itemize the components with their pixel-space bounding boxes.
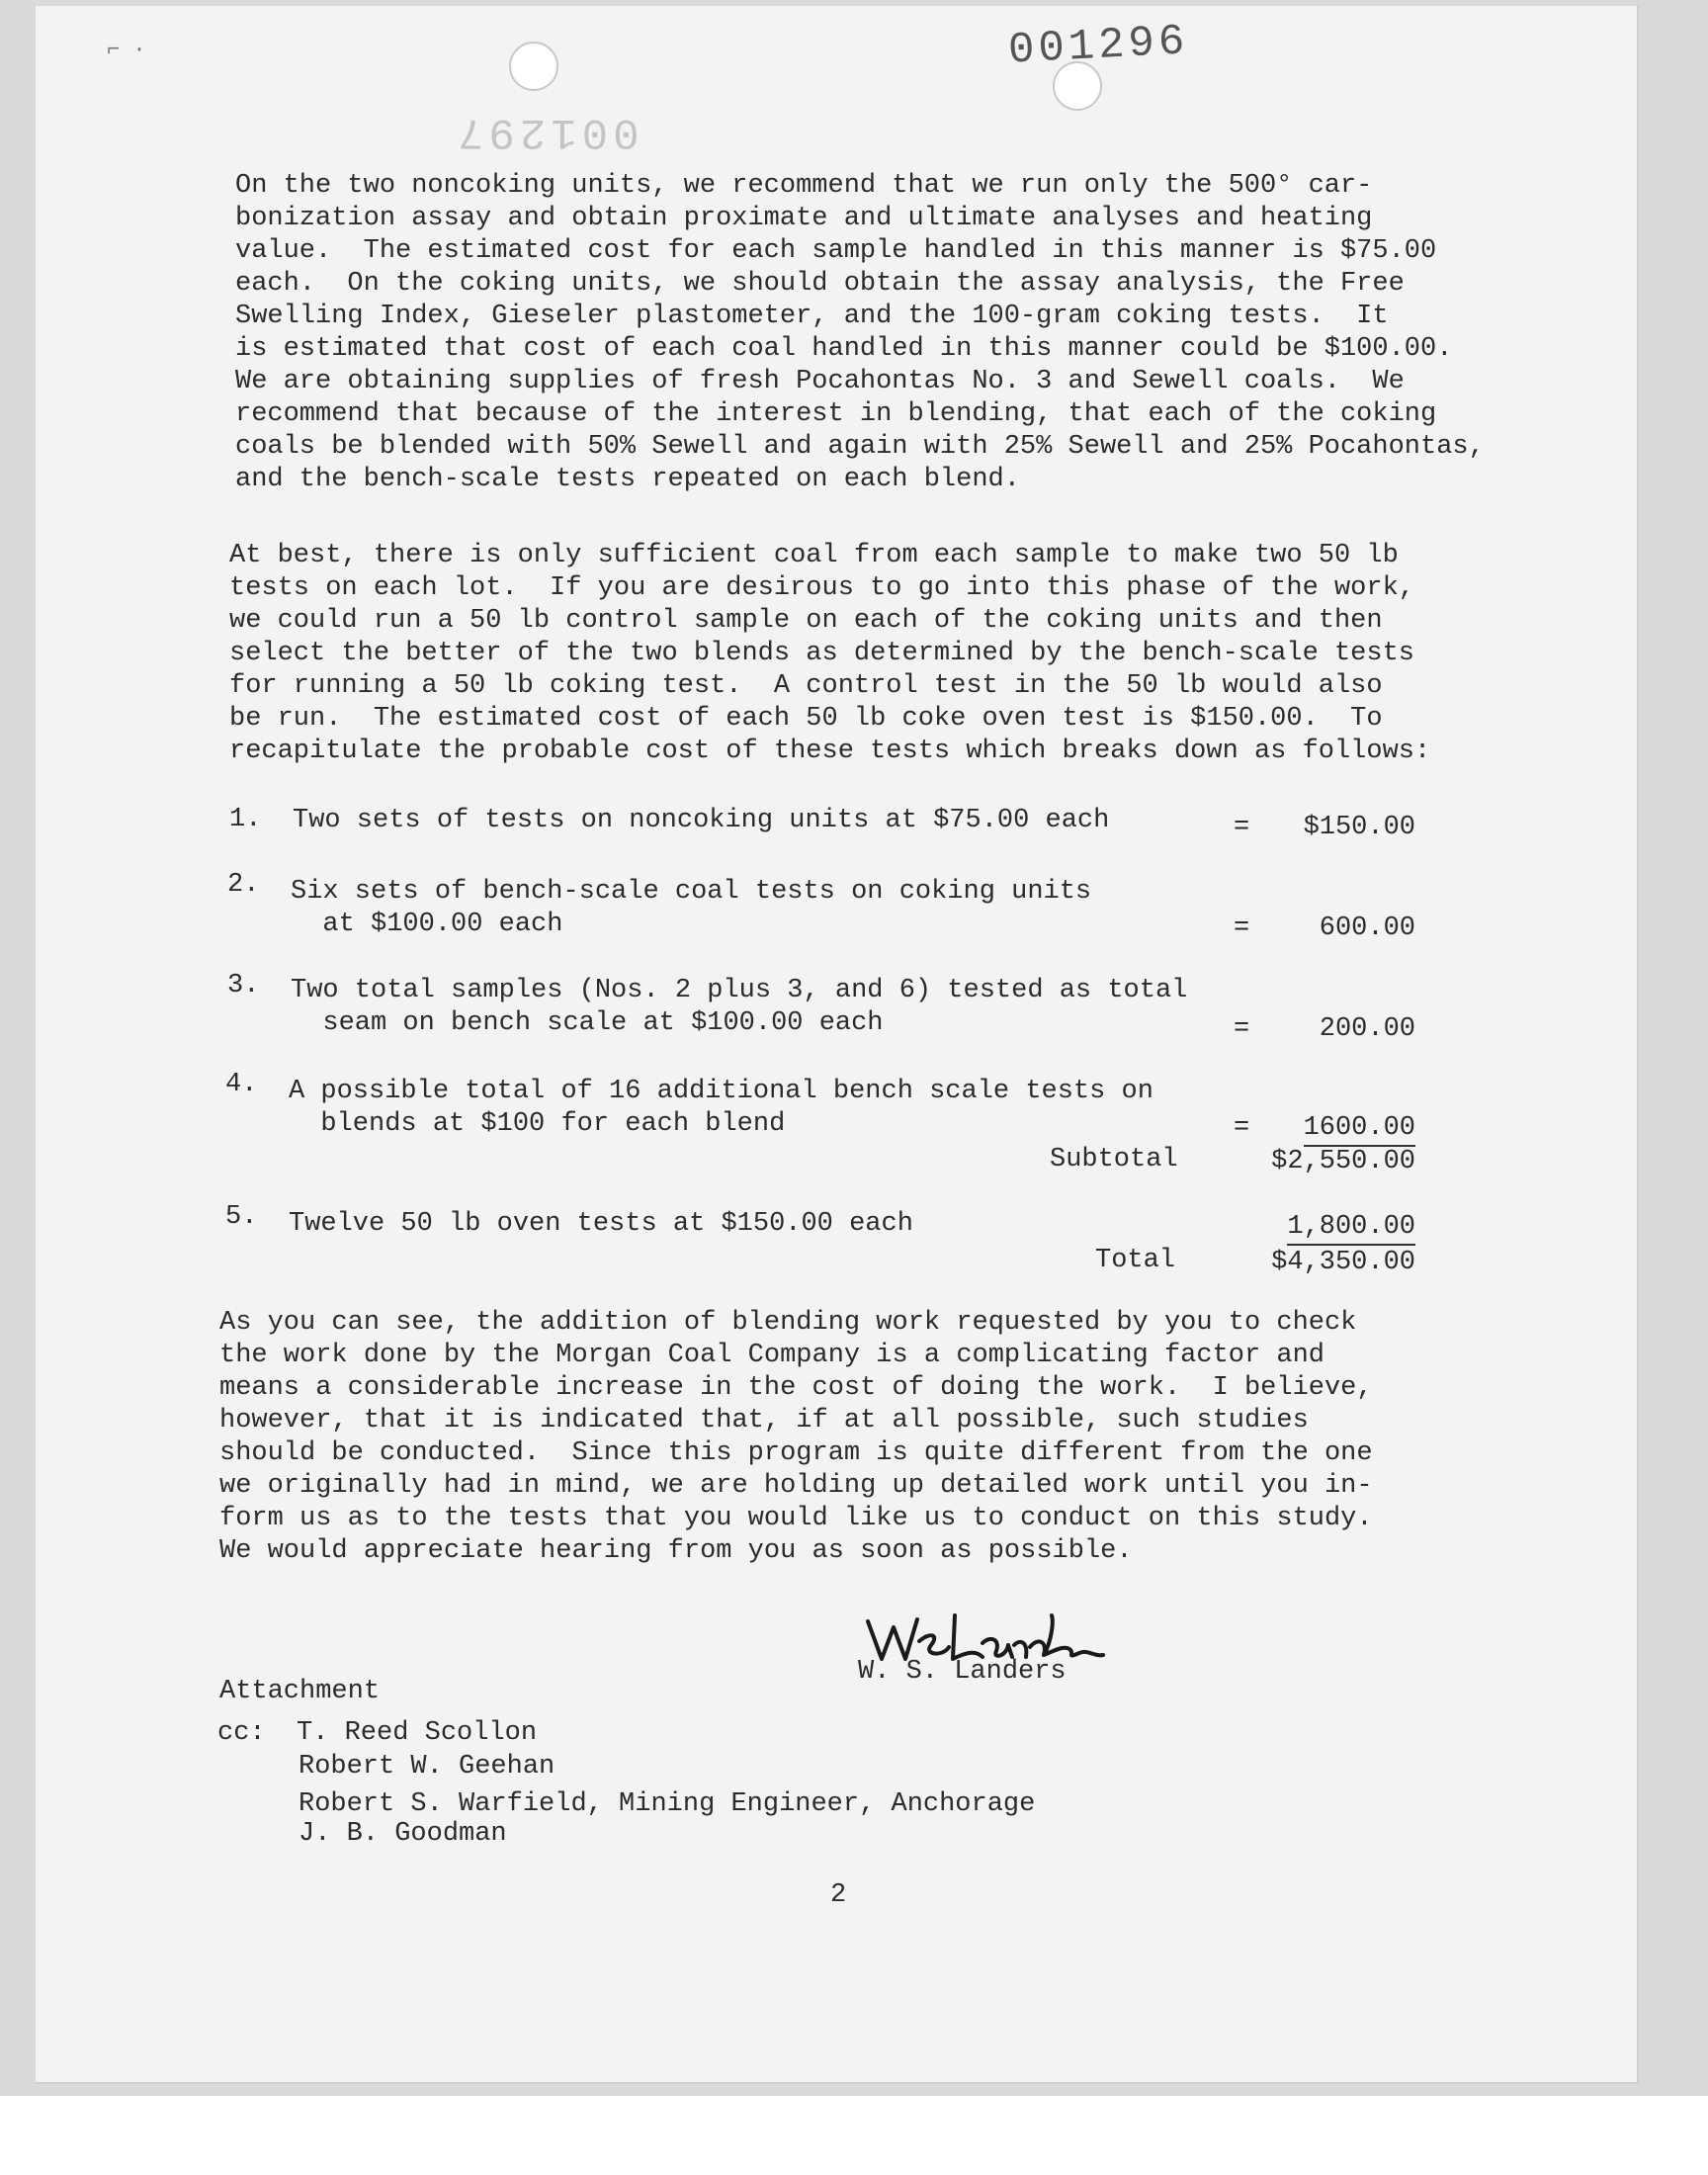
- item-number: 3.: [227, 971, 260, 1000]
- cc-recipient: J. B. Goodman: [299, 1819, 507, 1849]
- equals-sign: =: [1234, 1113, 1250, 1143]
- cc-recipient: T. Reed Scollon: [297, 1718, 538, 1748]
- subtotal-label: Subtotal: [1050, 1145, 1178, 1174]
- item-number: 4.: [225, 1070, 258, 1099]
- item-amount: [1247, 1113, 1415, 1143]
- faint-bleedthrough-stamp: 001297: [453, 107, 640, 156]
- item-amount: 600.00: [1319, 914, 1415, 943]
- equals-sign: =: [1234, 813, 1250, 842]
- item-number: 1.: [229, 805, 262, 834]
- item-amount-value: 1600.00: [1304, 1113, 1415, 1147]
- punch-hole-left: [509, 42, 558, 91]
- item-amount: [1247, 1212, 1415, 1242]
- item-description: Twelve 50 lb oven tests at $150.00 each: [289, 1209, 913, 1239]
- item-description: Two sets of tests on noncoking units at $75.00 each: [293, 806, 1110, 835]
- page-number: 2: [830, 1880, 847, 1910]
- equals-sign: =: [1234, 1014, 1250, 1044]
- corner-mark: ⌐ ·: [107, 38, 146, 62]
- total-amount: $4,350.00: [1271, 1248, 1415, 1277]
- document-stamp-number: 001296: [1006, 17, 1190, 76]
- item-number: 5.: [225, 1202, 258, 1232]
- paragraph-1: On the two noncoking units, we recommend that we run only the 500° car- bonization assay and obtain proximate and ultimate analyses and heating value. The estimated cost for each sample handled in this manner is $75.00 each. On the coking units, we should obtain the assay analysis, the Free Swelling Index, Gieseler plastometer, and the 100-gram coking tests. It is estimated that cost of each coal handled in this manner could be $100.00. We are obtaining supplies of fresh Pocahontas No. 3 and Sewell coals. We recommend that because of the interest in blending, that each of the coking coals be blended with 50% Sewell and again with 25% Sewell and 25% Pocahontas, and the bench-scale tests repeated on each blend.: [235, 171, 1485, 494]
- paragraph-2: At best, there is only sufficient coal from each sample to make two 50 lb tests on each lot. If you are desirous to go into this phase of the work, we could run a 50 lb control sample on each of the coking units and then select the better of the two blends as determined by the bench-scale tests for running a 50 lb coking test. A control test in the 50 lb would also be run. The estimated cost of each 50 lb coke oven test is $150.00. To recapitulate the probable cost of these tests which breaks down as follows:: [229, 541, 1431, 766]
- signer-name: W. S. Landers: [858, 1657, 1067, 1687]
- cc-recipient: Robert W. Geehan: [299, 1752, 555, 1782]
- item-amount-value: 1,800.00: [1287, 1212, 1415, 1246]
- paragraph-3: As you can see, the addition of blending work requested by you to check the work done by the Morgan Coal Company is a complicating factor and means a considerable increase in the cost of doing the work. I believe, however, that it is indicated that, if at all possible, such studies should be conducted. Since this program is quite different from the one we originally had in mind, we are holding up detailed work until you in- form us as to the tests that you would like us to conduct on this study. We would appreciate hearing from you as soon as possible.: [219, 1308, 1373, 1566]
- equals-sign: =: [1234, 914, 1250, 943]
- item-description: Six sets of bench-scale coal tests on coking units at $100.00 each: [291, 877, 1092, 939]
- item-amount: 200.00: [1319, 1014, 1415, 1044]
- cc-recipient: Robert S. Warfield, Mining Engineer, Anchorage: [299, 1789, 1036, 1819]
- item-description: A possible total of 16 additional bench scale tests on blends at $100 for each blend: [289, 1077, 1153, 1139]
- attachment-label: Attachment: [219, 1677, 381, 1706]
- item-amount: $150.00: [1303, 813, 1415, 842]
- item-description: Two total samples (Nos. 2 plus 3, and 6) tested as total seam on bench scale at $100.00 each: [291, 976, 1188, 1038]
- subtotal-amount: $2,550.00: [1271, 1147, 1415, 1176]
- item-number: 2.: [227, 870, 260, 900]
- cc-label: cc:: [217, 1718, 266, 1748]
- total-label: Total: [1095, 1246, 1176, 1275]
